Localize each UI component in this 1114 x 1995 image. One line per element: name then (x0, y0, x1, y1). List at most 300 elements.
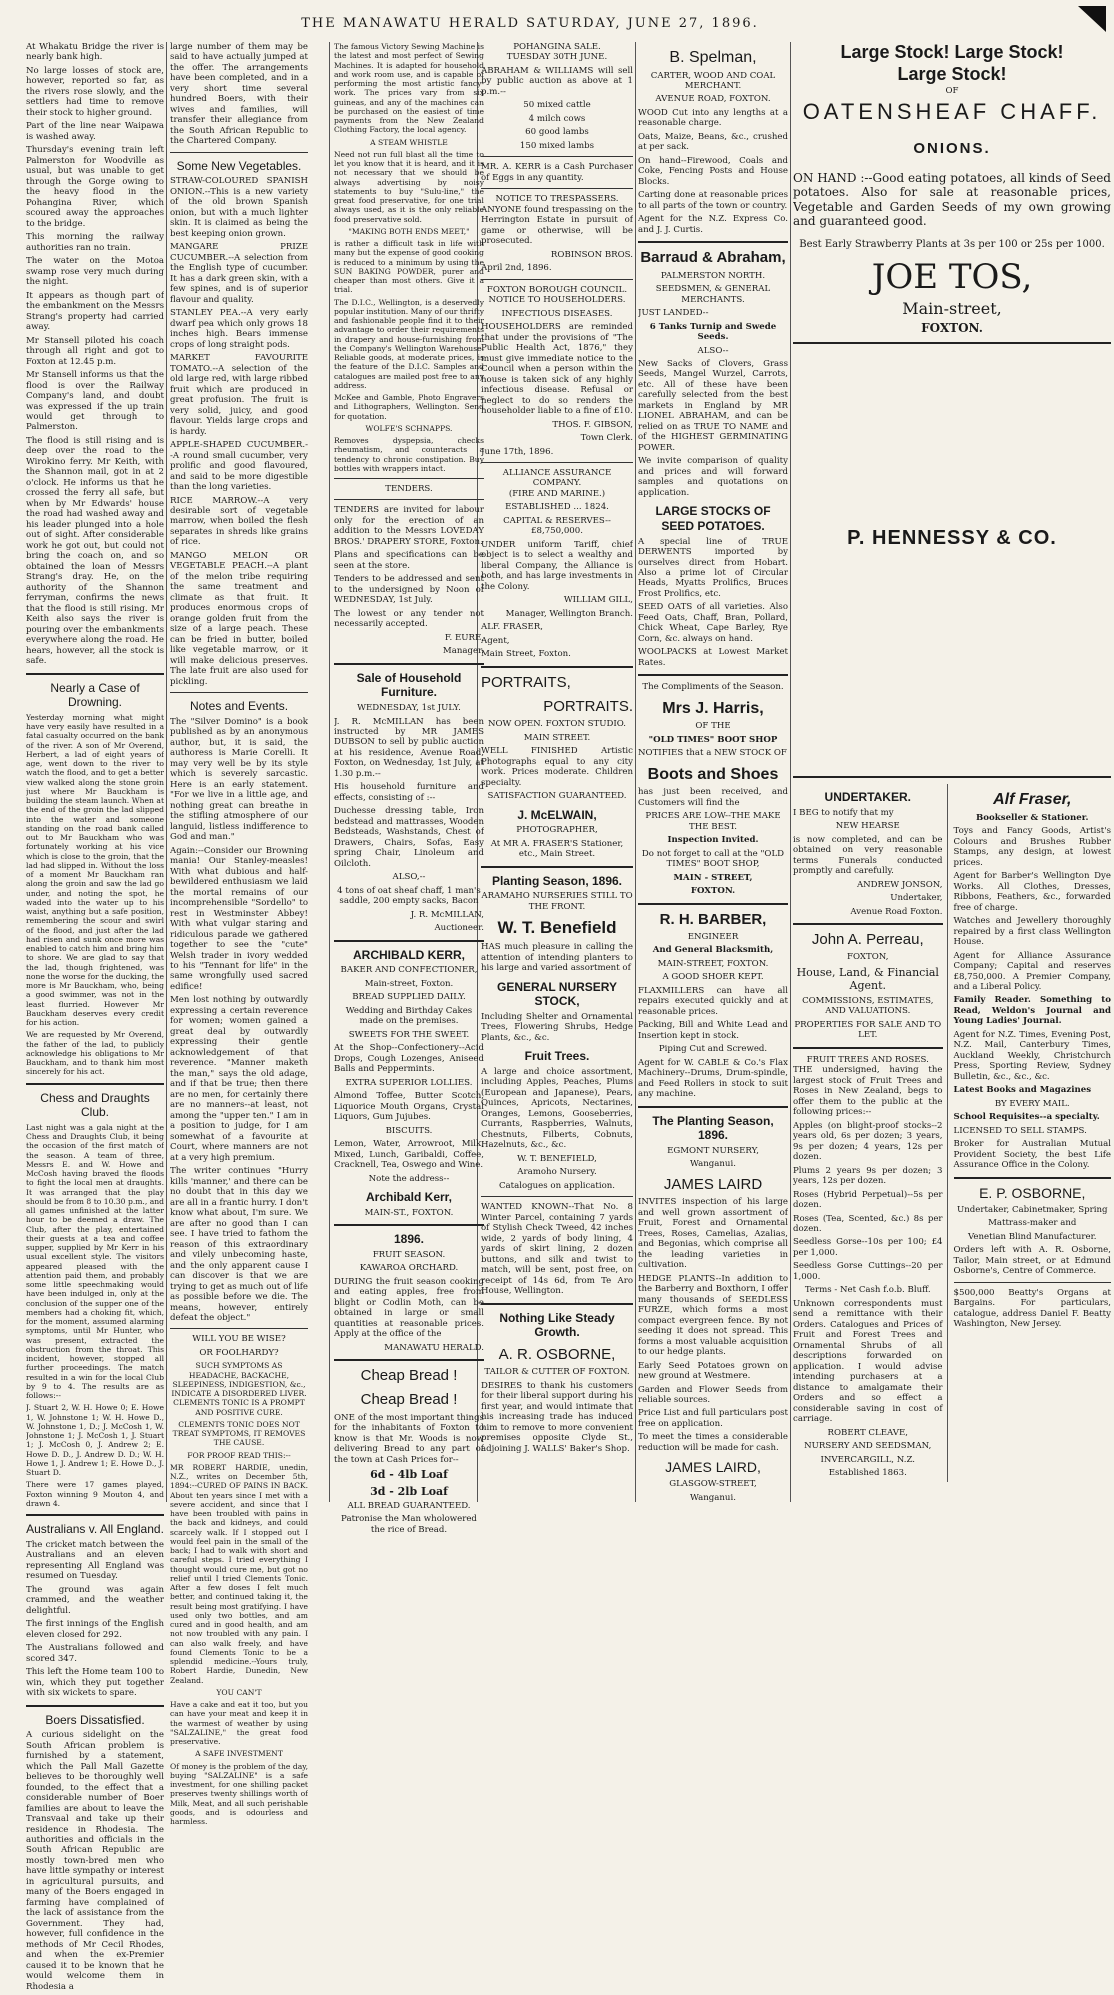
ad-text: Agent for W. CABLE & Co.'s Flax Machinery--Drums, Drum-spindle, and Feed Rollers in stock to suit any machine. (638, 1057, 788, 1100)
ad-text: UNDER uniform Tariff, chief object is to select a wealthy and liberal Company, the Alliance is both, and has large investments in the Colony. (481, 539, 633, 592)
divider (481, 1303, 633, 1305)
ad-heading: TENDERS. (385, 484, 433, 494)
divider (334, 663, 484, 665)
divider (334, 1224, 484, 1226)
divider (334, 940, 484, 942)
article-text: Again:--Consider our Browning mania! Our Stanley-measles! With what dubious and half-bewildered enthusiasm we laid the mortal remains of our incomprehensible "Sordello" to rest in Westminster Abbey! With what vulgar staring and ridiculous parade we gathered together to see the "cute" Welsh trader in ivory wedded to his "Tennant for life" in the same wrongfully used sacred edifice! (170, 845, 308, 992)
divider (481, 279, 633, 280)
divider (334, 478, 484, 479)
divider (793, 776, 1111, 778)
ad-text: FLAXMILLERS can have all repairs executed quickly and at reasonable prices. (638, 985, 788, 1017)
ad-text: Inspection Invited. (667, 835, 759, 846)
ad-text: WANTED KNOWN--That No. 8 Winter Parcel, containing 7 yards of Stylish Check Tweed, 42 inches wide, 2 yards of body lining, 4 yards of skirt lining, 2 dozen buttons, and silk and twist to match, will be sent, post free, on receipt of 14s 6d, from Te Aro House, Wellington. (481, 1202, 633, 1297)
ad-text: Wedding and Birthday Cakes made on the premises. (345, 1005, 473, 1027)
article-text: MANGARE PRIZE CUCUMBER.--A selection from the English type of cucumber. It has a dark green skin, with a few spines, and is of superior flavour and quality. (170, 242, 308, 305)
lower-ads (793, 784, 1111, 1481)
ad-text: A SAFE INVESTMENT (195, 1749, 283, 1759)
column-4 (481, 42, 633, 1457)
article-text: A curious sidelight on the South African problem is furnished by a statement, which the Pall Mall Gazette believes to be thoroughly well founded, to the effect that a considerable number of Boer families are about to leave the Transvaal and take up their residence in Rhodesia. The authorities and officials in the South African Republic are mostly town-bred men who have little sympathy or interest in agricultural pursuits, and many of the Boers engaged in farming have complained of the lack of assistance from the Government. They had, however, full confidence in the methods of Mr Cecil Rhodes, and when the ex-Premier caused it to be known that he would welcome them in Rhodesia a (26, 1730, 164, 1992)
ad-heading: POHANGINA SALE. (513, 42, 601, 52)
ad-text: The D.I.C., Wellington, is a deservedly popular institution. Many of our thrifty and fashionable people find it to their advantage to order their requirements in drapery and house-furnishing from the Company's Wellington Warehouse. Reliable goods, at moderate prices, is the feature of the D.I.C. Samples and catalogues are mailed post free to any address. (334, 297, 484, 390)
ad-text: Removes dyspepsia, checks rheumatism, and counteracts a tendency to chronic constipation. Buy bottles with wrappers intact. (334, 436, 484, 473)
ad-text: Broker for Australian Mutual Provident Society, the best Life Assurance Office in the Colony. (953, 1139, 1111, 1171)
signature: Manager. (442, 646, 484, 657)
ad-heading: Large Stock! Large Stock! (840, 42, 1064, 62)
article-text: We are requested by Mr Overend, the father of the lad, to publicly acknowledge his obligations to Mr Bauckham, and to thank him most sincerely for his act. (26, 1030, 164, 1077)
ad-text: EGMONT NURSERY, (667, 1146, 759, 1156)
ad-heading: Cheap Bread ! (360, 1367, 458, 1385)
ad-text: ALL BREAD GUARANTEED. (347, 1500, 471, 1511)
ad-text: Roses (Hybrid Perpetual)--5s per dozen. (793, 1189, 943, 1211)
ad-text: At the Shop--Confectionery--Acid Drops, Cough Lozenges, Aniseed Balls and Peppermints. (334, 1043, 484, 1075)
article-text: Last night was a gala night at the Chess and Draughts Club, it being the occasion of the first match of the season. A team of three, Messrs E. and W. Howe and McCosh having braved the floods to fight the local men at draughts. It was arranged that the play should be from 8 to 10.30 p.m., and all games unfinished at the latter hour to be deemed a draw. The Club, after the play, entertained their guests at a tea and coffee supper, supplied by Mr Kerr in his usual excellent style. The visitors appeared pleased with the attention paid them, and probably some little speechmaking would have been indulged in, only at the conclusion of the supper one of the members had a choking fit, which, for the moment, assumed alarming symptoms, until Mr Hunter, who was present, extracted the obstruction from the throat. This incident, however, stopped all further proceedings. The match resulted in a win for the local Club by 9 to 4. The results are as follows:-- (26, 1122, 164, 1401)
ad-text: On hand--Firewood, Coals and Coke, Fencing Posts and House Blocks. (638, 155, 788, 187)
ad-text: We invite comparison of quality and prices and will forward samples and quotations on application. (638, 456, 788, 498)
signature: WILLIAM GILL, (563, 595, 633, 606)
ad-text: Plans and specifications can be seen at the store. (334, 550, 484, 571)
article-text: The writer continues "Hurry kills 'manner,' and there can be no doubt that in this day we are all in a frantic hurry. I don't know what about, I'm sure. We are after no good than I can see. I have tried to fathom the reason of this extraordinary and vilely unbecoming haste, and the only apparent cause I can discover is that we are trying to get as much out of life as possible before we die. The means, however, entirely defeat the object." (170, 1166, 308, 1323)
ad-heading: PORTRAITS. (543, 698, 633, 716)
ad-text: Packing, Bill and White Lead and Insertion kept in stock. (638, 1020, 788, 1041)
ad-text: PROPERTIES FOR SALE AND TO LET. (794, 1019, 942, 1041)
ad-text: MR ROBERT HARDIE, unedin, N.Z., writes on December 5th, 1894:--CURED OF PAINS IN BACK. About ten years since I met with a severe accident, and since that I have been troubled with pains in the back and kidneys, and could scarcely walk. If I stopped out I would feel pain in the small of the back; I had to walk with short and careful steps. I tried everything I thought would cure me, but got no relief until I tried Clements Tonic. After a few doses I felt much better, and continued taking it, the result being most gratifying. I have used only two bottles, and am cured and in good health, and am not now troubled with any pain. I can also walk freely, and have found Clements Tonic to be a splendid medicine.--Yours truly, Robert Hardie, Dunedin, New Zealand. (170, 1462, 308, 1685)
divider (638, 241, 788, 243)
ad-text: Wanganui. (690, 1159, 736, 1170)
ad-text: BISCUITS. (385, 1125, 433, 1136)
ad-text: The famous Victory Sewing Machine is the latest and most perfect of Sewing Machines. It is adapted for household and work room use, and is capable of performing the most artistic fancy-work. The prices vary from six guineas, and any of the machines can be purchased on the easiest of time payments from the New Zealand Clothing Factory, the local agency. (334, 42, 484, 135)
ad-text: BY EVERY MAIL. (994, 1098, 1070, 1109)
ad-text: Tenders to be addressed and sent to the undersigned by Noon of WEDNESDAY, 1st July. (334, 574, 484, 606)
ad-heading: Planting Season, 1896. (491, 873, 623, 888)
ad-text: Watches and Jewellery thoroughly repaired by a first class Wellington House. (953, 916, 1111, 948)
divider (793, 342, 1111, 344)
ad-text: has just been received, and Customers will find the (638, 787, 788, 808)
ad-text: NOTIFIES that a NEW STOCK OF (638, 748, 787, 759)
ad-text: Agent for N.Z. Times, Evening Post, N.Z. Mail, Canterbury Times, Auckland Weekly, Christchurch Press, Sporting Review, Sydney Bulletin, &c., &c., &c. (953, 1029, 1111, 1082)
ad-text: 6d - 4lb Loaf (370, 1468, 448, 1482)
column-3 (334, 42, 484, 1538)
ad-heading: FRUIT TREES AND ROSES. (806, 1054, 929, 1065)
ad-text: Agent for the N.Z. Express Co. and J. J. Curtis. (638, 214, 788, 235)
ad-text: WOOLPACKS at Lowest Market Rates. (638, 647, 788, 668)
article-text: This left the Home team 100 to win, which they put together with six wickets to spare. (26, 1667, 164, 1699)
ad-heading: The Planting Season, 1896. (652, 1113, 774, 1143)
ad-text: 150 mixed lambs (519, 140, 595, 151)
ad-text: Venetian Blind Manufacturer. (968, 1231, 1097, 1242)
divider (26, 1705, 164, 1707)
article-text: The "Silver Domino" is a book published as by an anonymous author, but, it is said, the authoress is Marie Corelli. It may very well be by its style which is severely sarcastic. Here is an early statement. "For we live in a little age, and nothing great can breathe in the stifling atmosphere of our languid, listless indifference to God and man." (170, 716, 308, 843)
ad-text: MAIN STREET. (523, 732, 591, 743)
ad-text: FRUIT SEASON. (372, 1249, 446, 1260)
ad-text: NOTICE TO HOUSEHOLDERS. (488, 295, 626, 306)
ad-text: At MR A. FRASER'S Stationer, etc., Main Street. (490, 838, 624, 860)
ad-text: FOR PROOF READ THIS:-- (187, 1450, 291, 1460)
ad-text: Including Shelter and Ornamental Trees, Flowering Shrubs, Hedge Plants, &c., &c. (481, 1011, 633, 1043)
page-corner-mark (1078, 6, 1106, 32)
ad-text: NOW OPEN. FOXTON STUDIO. (487, 719, 627, 730)
ad-text: TENDERS are invited for labour only for the erection of an addition to the Messrs LOVEDAY BROS.' DRAPERY STORE, Foxton. (334, 505, 484, 547)
article-text: The water on the Motoa swamp rose very much during the night. (26, 256, 164, 288)
signature: Avenue Road Foxton. (850, 906, 943, 917)
ad-heading: Barraud & Abraham, (640, 249, 786, 267)
ad-text: Carting done at reasonable prices to all parts of the town or country. (638, 190, 788, 211)
ad-text: 4 tons of oat sheaf chaff, 1 man's saddle, 200 empty sacks, Bacon (337, 885, 481, 907)
article-heading: Chess and Draughts Club. (40, 1090, 150, 1120)
ad-heading: NOTICE TO TRESPASSERS. (495, 194, 619, 205)
ad-text: Have a cake and eat it too, but you can have your meat and keep it in the warmest of weather by using "SALZALINE," the great food preservative. (170, 1700, 308, 1747)
ad-text: New Sacks of Clovers, Grass Seeds, Mangel Wurzel, Carrots, etc. All of these have been carefully selected from the best markets in England by MR LIONEL ABRAHAM, and can be relied on as TRUE TO NAME and of the HIGHEST GERMINATING POWER. (638, 358, 788, 453)
ad-text: Oats, Maize, Beans, &c., crushed at per sack. (638, 131, 788, 153)
ad-text: School Requisites--a specialty. (953, 1112, 1100, 1123)
ad-text: THE undersigned, having the largest stock of Fruit Trees and Roses in New Zealand, begs to offer them to the public at the following prices:-- (793, 1065, 943, 1118)
signature: ROBINSON BROS. (550, 249, 633, 260)
ad-text: J. R. McMILLAN has been instructed by MR JAMES DUBSON to sell by public auction at his residence, Avenue Road, Foxton, on Wednesday, 1st July, at 1.30 p.m.-- (334, 716, 484, 779)
article-text: There were 17 games played, Foxton winning 9 Mouton 4, and drawn 4. (26, 1480, 164, 1508)
ad-text: To meet the times a considerable reduction will be made for cash. (638, 1432, 788, 1453)
masthead-title: THE MANAWATU HERALD SATURDAY, JUNE 27, 1896. (301, 16, 759, 31)
article-text: J. Stuart 2, W. H. Howe 0; E. Howe 1, W. Johnstone 1; W. H. Howe D., W. Johnstone 1, D.; J. McCosh 1, W. Johnstone 1; J. McCosh 1, J. Stuart 1; J. McCosh 0, J. Andrew 2; E. Howe D. D., J. Andrew D. D.; W. H. Howe 1, J. Andrew 1; E. Howe D., J. Stuart D. (26, 1403, 164, 1478)
ad-heading: UNDERTAKER. (824, 790, 911, 805)
signature: Auctioneer. (434, 923, 484, 934)
signature: Undertaker, (890, 893, 943, 904)
signature: F. EURE, (444, 632, 484, 643)
article-text: Yesterday morning what might have very easily have resulted in a fatal casualty occurred on the bank of the river. A son of Mr Overend, Herbert, a lad of eight years of age, went down to the river to watch the flood, and to get a better view walked along the stone groin just where Mr Bauckham is building the steam launch. When at the end of the groin the lad slipped into the water and someone standing on the road bank called out to Mr Bauckham who was fortunately working at his vice which is close to the groin, that the lad had slipped in. Without the loss of a moment Mr Bauckham ran along the groin and saw the lad go under, and noting the spot, he waded into the water up to his waist, anything but a safe position, remembering the scour and swirl of the flood, and just after the lad had risen and sunk once more was enabled to catch him and bring him to shore. We are glad to say that the lad, though frightened, was none the worse for the ducking, the more is Mr Bauckham, who, being a good swimmer, was not in the least flurried. However Mr Bauckham deserves every credit for his action. (26, 712, 164, 1028)
ad-heading: B. Spelman, (669, 49, 757, 66)
ad-text: Bookseller & Stationer. (976, 812, 1089, 823)
divider (334, 1359, 484, 1361)
divider (481, 156, 633, 157)
ad-heading: Boots and Shoes (647, 765, 779, 783)
signature: ANDREW JONSON, (856, 879, 943, 890)
ad-text: AVENUE ROAD, FOXTON. (655, 94, 771, 105)
ad-text: 6 Tanks Turnip and Swede Seeds. (649, 321, 777, 343)
ad-text: is now completed, and can be obtained on very reasonable terms Funerals conducted promptly and carefully. (793, 834, 943, 877)
ad-text: KAWAROA ORCHARD. (359, 1263, 459, 1274)
ad-text: DURING the fruit season cooking and eating apples, free from blight or Codlin Moth, can be obtained in large or small quantities at reasonable prices. Apply at the office of the (334, 1276, 484, 1340)
ad-text: Main Street, Foxton. (481, 649, 571, 660)
article-text: No large losses of stock are, however, reported so far, as the rivers rose slowly, and the settlers had time to remove their stock to higher ground. (26, 65, 164, 118)
article-text: Thursday's evening train left Palmerston for Woodville as usual, but was unable to get through the Gorge owing to the heavy flood in the Pohangina River, which scoured away the approaches to the bridge. (26, 145, 164, 229)
ad-text: MR. A. KERR is a Cash Purchaser of Eggs in any quantity. (481, 162, 633, 183)
ad-text: Catalogues on application. (498, 1180, 616, 1191)
article-text: Mr Stansell informs us that the flood is over the Railway Company's land, and doubt was expressed if the up train would get through to Palmerston. (26, 370, 164, 433)
ad-text: NEW HEARSE (835, 821, 900, 832)
ad-text: WOOD Cut into any lengths at a reasonable charge. (638, 107, 788, 129)
ad-heading: A STEAM WHISTLE (370, 137, 448, 147)
ad-text: is rather a difficult task in life with many but the expense of good cooking is reduced to a minimum by using the SUN BAKING POWDER, purer and cheaper than most others. Give it a trial. (334, 239, 484, 295)
ad-text: HOUSEHOLDERS are reminded that under the provisions of "The Public Health Act, 1876," they must give immediate notice to the Council when a person within the house is taken sick of any highly infectious disease. Refusal or neglect to do so renders the householder liable to a fine of £10. (481, 322, 633, 417)
ad-heading: LARGE STOCKS OF SEED POTATOES. (655, 504, 771, 533)
ad-text: MAIN-STREET, FOXTON. (657, 958, 769, 969)
signature: NURSERY AND SEEDSMAN, (804, 1441, 932, 1452)
ad-text: Duchesse dressing table, Iron bedstead and mattrasses, Wooden Bedsteads, Washstands, Chest of Drawers, Chairs, Sofas, Easy spring Chair, Linoleum and Oilcloth. (334, 806, 484, 869)
ad-text: The Compliments of the Season. (642, 682, 784, 693)
ad-text: ARAMAHO NURSERIES STILL TO THE FRONT. (481, 891, 633, 912)
ad-text: ALSO,-- (392, 872, 426, 883)
ad-heading: Nothing Like Steady Growth. (499, 1310, 615, 1340)
ad-text: Price List and full particulars post free on application. (638, 1408, 788, 1429)
ad-text: The lowest or any tender not necessarily accepted. (334, 608, 484, 630)
ad-text: Roses (Tea, Scented, &c.) 8s per dozen. (793, 1213, 943, 1234)
ad-text: HEDGE PLANTS--In addition to the Barberry and Boxthorn, I offer many thousands of SEEDLESS FURZE, which forms a most compact evergreen fence. By not seeding it does not spread. This forms a most valuable acquisition to our hedge plants. (638, 1273, 788, 1358)
article-text: APPLE-SHAPED CUCUMBER.--A round small cucumber, very prolific and good flavoured, and said to be more digestible than the long varieties. (170, 440, 308, 493)
divider (481, 666, 633, 668)
article-heading: Notes and Events. (189, 699, 289, 714)
ad-text: ON HAND :--Good eating potatoes, all kinds of Seed potatoes. Also for sale at reasonable prices, Vegetable and Garden Seeds of my own growing and guaranteed good. (793, 170, 1111, 229)
ad-heading: ONIONS. (913, 140, 991, 158)
ad-heading: Sale of Household Furniture. (356, 670, 462, 700)
signature: ROBERT CLEAVE, (827, 1427, 908, 1438)
ad-text: Note the address-- (368, 1173, 450, 1184)
column-rule (790, 42, 791, 1502)
ad-text: Need not run full blast all the time to let you know that it is heard, and it is not necessary that we should be always advertising by noisy statements to buy "Sulu-line," the great food preservative, for one trial always used, as it is the only reliable food preservative sold. (334, 149, 484, 224)
ad-heading: FOXTON BOROUGH COUNCIL. (486, 284, 628, 295)
ad-text: His household furniture and effects, consisting of :-- (334, 782, 484, 803)
divider (638, 1106, 788, 1108)
ad-heading: ALLIANCE ASSURANCE COMPANY. (502, 467, 612, 489)
ad-text: ONE of the most important things for the inhabitants of Foxton to know is that Mr. Woods is now delivering Bread to any part of the town at Cash Prices for-- (334, 1412, 484, 1465)
ad-text: ALF. FRASER, (481, 622, 544, 633)
divider (481, 866, 633, 868)
ad-text: Seedless Gorse Cuttings--20 per 1,000. (793, 1261, 943, 1282)
signature: Town Clerk. (580, 433, 633, 444)
divider (793, 1047, 943, 1049)
ad-text: OR FOOLHARDY? (199, 1347, 279, 1358)
article-text: Men lost nothing by outwardly expressing a certain reverence for women; women gained a great deal by outwardly expressing their gentle acknowledgement of that reverence. "Manner maketh the man," says the old adage, and if that be true; then there are no men, for certainly there are no manners--at least, not among the "upper ten." I am in a position to judge, for I am somewhat of a favourite at Court, where manners are not at a very high premium. (170, 995, 308, 1163)
ad-text: Seedless Gorse--10s per 100; £4 per 1,000. (793, 1237, 943, 1258)
ad-text: Early Seed Potatoes grown on new ground at Westmere. (638, 1360, 788, 1382)
ad-text: 60 good lambs (525, 127, 589, 138)
ad-text: PRICES ARE LOW--THE MAKE THE BEST. (645, 811, 781, 832)
ad-text: CLEMENTS TONIC DOES NOT TREAT SYMPTOMS, IT REMOVES THE CAUSE. (172, 1419, 306, 1448)
ad-text: Agent for Alliance Assurance Company; Capital and reserves £8,750,000. A Premier Company, and a Liberal Policy. (953, 950, 1111, 992)
ad-text: Latest Books and Magazines (953, 1085, 1092, 1096)
ad-text: ALSO-- (697, 345, 729, 356)
ad-heading: JOE TOS, (871, 257, 1033, 298)
ad-heading: Fruit Trees. (524, 1049, 590, 1064)
ad-text: Best Early Strawberry Plants at 3s per 100 or 25s per 1000. (799, 239, 1105, 251)
ad-text: 4 milch cows (528, 113, 586, 124)
article-text: MARKET FAVOURITE TOMATO.--A selection of the old large red, with large ribbed fruit which are produced in great profusion. The fruit is very solid, juicy, and good flavour. Yields large crops and is hardy. (170, 353, 308, 437)
ad-text: A special line of TRUE DERWENTS imported by ourselves direct from Hobart. Also a prime lot of Circular Heads, Myatts Prolifics, Bruces Frost Prolifics, etc. (638, 536, 788, 599)
ad-text: Almond Toffee, Butter Scotch, Liquorice Mouth Organs, Crystal Liquors, Gum Jujubes. (334, 1091, 484, 1123)
article-text: Mr Stansell piloted his coach through all right and got to Foxton at 12.45 p.m. (26, 335, 164, 367)
divider (170, 152, 308, 153)
ad-text: And General Blacksmith, (652, 945, 774, 956)
signature: J. R. McMILLAN, (410, 909, 484, 920)
ad-text: BAKER AND CONFECTIONER, (340, 965, 478, 976)
article-text: The first innings of the English eleven closed for 292. (26, 1619, 164, 1640)
divider (954, 1282, 1111, 1283)
signature: MANAWATU HERALD. (384, 1342, 484, 1353)
ad-text: Garden and Flower Seeds from reliable sources. (638, 1384, 788, 1405)
ad-text: ENGINEER (687, 931, 739, 942)
ad-text: CAPITAL & RESERVES--£8,750,000. (503, 515, 611, 537)
lower-ads-left (793, 784, 948, 1481)
signature: Manager, Wellington Branch. (505, 608, 633, 619)
ad-heading: W. T. Benefield (497, 918, 617, 938)
ad-text: Unknown correspondents must send a remittance with their Orders. Catalogues and Prices of Fruit and Forest Trees and Ornamental Shrubs of all descriptions forwarded on application. I would advise intending purchasers at a distance to amalgamate their Orders and so effect a considerable saving in cost of carriage. (793, 1298, 943, 1425)
article-text: At Whakatu Bridge the river is nearly bank high. (26, 42, 164, 63)
ad-text: TAILOR & CUTTER OF FOXTON. (484, 1367, 630, 1378)
ad-heading: John A. Perreau, (811, 931, 924, 949)
article-text: Part of the line near Waipawa is washed away. (26, 121, 164, 142)
signature: INVERCARGILL, N.Z. (820, 1454, 916, 1465)
column-5 (638, 42, 788, 1506)
ad-text: FOXTON. (690, 886, 736, 897)
ad-text: $500,000 Beatty's Organs at Bargains. For particulars, catalogue, address Daniel F. Beatty Washington, New Jersey. (953, 1287, 1111, 1330)
ad-heading: ARCHIBALD KERR, (353, 947, 465, 962)
ad-text: OF THE (695, 721, 731, 732)
ad-text: EXTRA SUPERIOR LOLLIES. (345, 1077, 473, 1088)
divider (26, 1083, 164, 1085)
divider (26, 1514, 164, 1516)
ad-text: DESIRES to thank his customers for their liberal support during his first year, and would intimate that his increasing trade has induced him to remove to more convenient premises opposite Clyde St., adjoining J. WALLS' Baker's Shop. (481, 1380, 633, 1454)
ad-text: GLASGOW-STREET, (669, 1479, 757, 1490)
ad-heading: JAMES LAIRD (663, 1175, 763, 1193)
signature: W. T. BENEFIELD, (517, 1153, 597, 1164)
ad-text: SATISFACTION GUARANTEED. (487, 791, 627, 802)
ad-text: Of money is the problem of the day, buying "SALZALINE" is a safe investment, for one shilling packet preserves twenty shillings worth of Milk, Meat, and all such perishable goods, and is odourless and harmless. (170, 1761, 308, 1827)
ad-text: June 17th, 1896. (481, 446, 554, 457)
ad-text: PALMERSTON NORTH. (660, 270, 766, 281)
ad-text: FOXTON. (921, 321, 983, 336)
ad-text: JUST LANDED-- (638, 308, 709, 319)
ad-text: Mattrass-maker and (988, 1218, 1077, 1229)
ad-text: PHOTOGRAPHER, (516, 825, 598, 836)
article-text: large number of them may be said to have actually jumped at the offer. The arrangements have been completed, and in a very short time several hundred Boers, with their wives and families, will transfer their allegiance from the South African Republic to the Chartered Company. (170, 42, 308, 147)
article-text: STRAW-COLOURED SPANISH ONION.--This is a new variety of the old brown Spanish onion, but with a much lighter skin. It is claimed as being the best keeping onion grown. (170, 176, 308, 239)
ad-text: YOU CAN'T (216, 1687, 262, 1697)
ad-heading: 1896. (393, 1232, 425, 1247)
ad-text: McKee and Gamble, Photo Engravers and Lithographers, Wellington. Send for quotation. (334, 393, 484, 421)
ad-text: Plums 2 years 9s per dozen; 3 years, 12s per dozen. (793, 1165, 943, 1187)
ad-text: ABRAHAM & WILLIAMS will sell by public auction as above at 1 p.m.-- (481, 65, 633, 97)
ad-heading: E. P. OSBORNE, (979, 1184, 1086, 1201)
ad-text: Piping Cut and Screwed. (658, 1044, 768, 1055)
lower-ads-right (954, 784, 1111, 1481)
ad-text: MAIN - STREET, (673, 872, 753, 883)
divider (793, 923, 943, 925)
divider (481, 462, 633, 463)
ad-heading: Mrs J. Harris, (662, 699, 764, 717)
article-text: The Australians followed and scored 347. (26, 1643, 164, 1664)
ad-text: COMMISSIONS, ESTIMATES, AND VALUATIONS. (802, 995, 934, 1017)
article-text: The cricket match between the Australians and an eleven representing All England was resumed on Tuesday. (26, 1539, 164, 1582)
article-text: The flood is still rising and is deep over the road to the Wirokino ferry. Mr Keith, with the Shannon mail, got in at 2 o'clock. He informs us that he crossed the ferry all safe, but when by Mr Edwards' house the road had washed away and his leader plunged into a hole out of sight. After considerable work he got out, but could not bring the coach on, and so obtained the loan of Messrs Strang's dray. He, on the authority of the Shannon ferryman, confirms the news that the flood is still rising. Mr Keith also says the river is pouring over the embankments everywhere along the road. He hears, however, all the stock is safe. (26, 435, 164, 667)
ad-text: TUESDAY 30TH JUNE. (506, 52, 608, 63)
ad-text: Agent, (481, 635, 510, 646)
divider (481, 188, 633, 189)
ad-text: WEDNESDAY, 1st JULY. (357, 703, 461, 714)
ad-heading: P. HENNESSY & CO. (847, 526, 1057, 549)
ad-text: A large and choice assortment, including Apples, Peaches, Plums (European and Japanese), Pears, Quinces, Apricots, Nectarines, Oranges, Lemons, Gooseberries, Currants, Raspberries, Walnuts, Chestnuts, Filberts, Cobnuts, Hazelnuts, &c., &c. (481, 1066, 633, 1151)
ad-heading: WOLFE'S SCHNAPPS. (365, 423, 453, 433)
ad-heading: R. H. BARBER, (659, 910, 767, 928)
ad-text: Do not forget to call at the "OLD TIMES" BOOT SHOP, (641, 848, 785, 870)
article-text: The ground was again crammed, and the weather delightful. (26, 1584, 164, 1616)
ad-heading: OATENSHEAF CHAFF. (802, 99, 1102, 125)
ad-text: FOXTON, (847, 952, 889, 963)
ad-text: Lemon, Water, Arrowroot, Milk, Mixed, Lunch, Garibaldi, Coffee, Cracknell, Tea, Oswego and Wine. (334, 1139, 484, 1171)
column-6 (793, 42, 1111, 1482)
article-heading: Some New Vegetables. (176, 158, 302, 173)
ad-text: LICENSED TO SELL STAMPS. (953, 1125, 1087, 1136)
ad-text: (FIRE AND MARINE.) (508, 488, 606, 499)
ad-text: Undertaker, Cabinetmaker, Spring (957, 1204, 1108, 1215)
ad-text: House, Land, & Financial Agent. (796, 965, 939, 993)
column-2 (170, 42, 308, 1829)
ad-text: INVITES inspection of his large and well grown assortment of Fruit, Forest and Ornamental Trees, Roses, Camelias, Azalias, and Begonias, which comprise all the leading varieties in cultivation. (638, 1197, 788, 1271)
divider (481, 1196, 633, 1197)
ad-text: Main-street, Foxton. (364, 978, 454, 989)
article-text: It appears as though part of the embankment on the Messrs Strang's property had carried away. (26, 290, 164, 333)
column-1 (26, 42, 164, 1995)
ad-text: WELL FINISHED Artistic Photographs equal to any city work. Prices moderate. Children specialty. (481, 746, 633, 788)
ad-text: Apples (on blight-proof stocks--2 years old, 6s per dozen; 3 years, 9s per dozen; 4 years, 12s per dozen. (793, 1120, 943, 1163)
ad-heading: Archibald Kerr, (365, 1190, 453, 1205)
ad-text: 3d - 2lb Loaf (370, 1484, 448, 1498)
ad-text: WILL YOU BE WISE? (192, 1334, 286, 1345)
ad-text: April 2nd, 1896. (481, 263, 552, 274)
ad-text: SEEDSMEN, & GENERAL MERCHANTS. (655, 284, 771, 305)
column-rule (635, 42, 636, 1502)
ad-text: SWEETS FOR THE SWEET. (348, 1029, 470, 1040)
ad-text: Toys and Fancy Goods, Artist's Colours and Brushes Rubber Stamps, any design, at lowest prices. (953, 826, 1111, 868)
divider (638, 674, 788, 676)
signature: Aramoho Nursery. (517, 1167, 597, 1178)
ad-text: INFECTIOUS DISEASES. (501, 308, 613, 319)
ad-text: Family Reader. Something to Read, Weldon's Journal and Young Ladies' Journal. (953, 995, 1111, 1027)
ad-text: CARTER, WOOD AND COAL MERCHANT. (650, 70, 776, 91)
ad-text: MAIN-ST., FOXTON. (364, 1207, 454, 1218)
article-text: STANLEY PEA.--A very early dwarf pea which only grows 18 inches high. Bears immense crops of long straight pods. (170, 308, 308, 350)
ad-text: I BEG to notify that my (793, 807, 894, 818)
ad-text: BREAD SUPPLIED DAILY. (352, 992, 466, 1003)
divider (638, 903, 788, 905)
divider (954, 1177, 1111, 1179)
column-rule (166, 42, 167, 1502)
ad-text: A GOOD SHOER KEPT. (662, 972, 764, 983)
ad-text: OF (945, 85, 959, 96)
column-rule (329, 42, 330, 1502)
ad-text: ANYONE found trespassing on the Herrington Estate in pursuit of game or otherwise, will be prosecuted. (481, 204, 633, 247)
ad-text: SUCH SYMPTOMS AS HEADACHE, BACKACHE, SLEEPINESS, INDIGESTION, &c., INDICATE A DISORDERED LIVER. CLEMENTS TONIC IS A PROMPT AND POSITIVE CURE. (171, 1361, 307, 1417)
article-heading: Boers Dissatisfied. (45, 1712, 145, 1727)
ad-text: 50 mixed cattle (523, 100, 591, 111)
ad-heading: PORTRAITS, (481, 673, 571, 691)
article-text: MANGO MELON OR VEGETABLE PEACH.--A plant of the melon tribe requiring the same treatment and climate as that fruit. It produces enormous crops of orange golden fruit from the size of a large peach. These can be fried in butter, boiled like vegetable marrow, or it will make delicious preserves. The late fruit are also used for pickling. (170, 550, 308, 687)
ad-text: "OLD TIMES" BOOT SHOP (648, 734, 778, 745)
ad-text: ESTABLISHED ... 1824. (505, 502, 609, 513)
divider (26, 673, 164, 675)
article-heading: Nearly a Case of Drowning. (50, 680, 140, 710)
article-text: This morning the railway authorities ran no train. (26, 232, 164, 253)
divider (170, 692, 308, 693)
ad-text: Terms - Net Cash f.o.b. Bluff. (804, 1285, 931, 1296)
ad-text: Orders left with A. R. Osborne, Tailor, Main street, or at Edmund Osborne's, Centre of Commerce. (953, 1245, 1111, 1277)
ad-heading: GENERAL NURSERY STOCK, (496, 979, 618, 1009)
masthead (0, 0, 1114, 38)
divider (170, 1328, 308, 1329)
article-heading: Australians v. All England. (26, 1522, 164, 1537)
ad-heading: Cheap Bread ! (360, 1391, 458, 1409)
ad-heading: Large Stock! (897, 63, 1007, 84)
ad-heading: JAMES LAIRD, (665, 1459, 761, 1476)
divider (334, 499, 484, 500)
ad-heading: "MAKING BOTH ENDS MEET," (348, 226, 470, 236)
ad-text: Wanganui. (690, 1492, 736, 1503)
